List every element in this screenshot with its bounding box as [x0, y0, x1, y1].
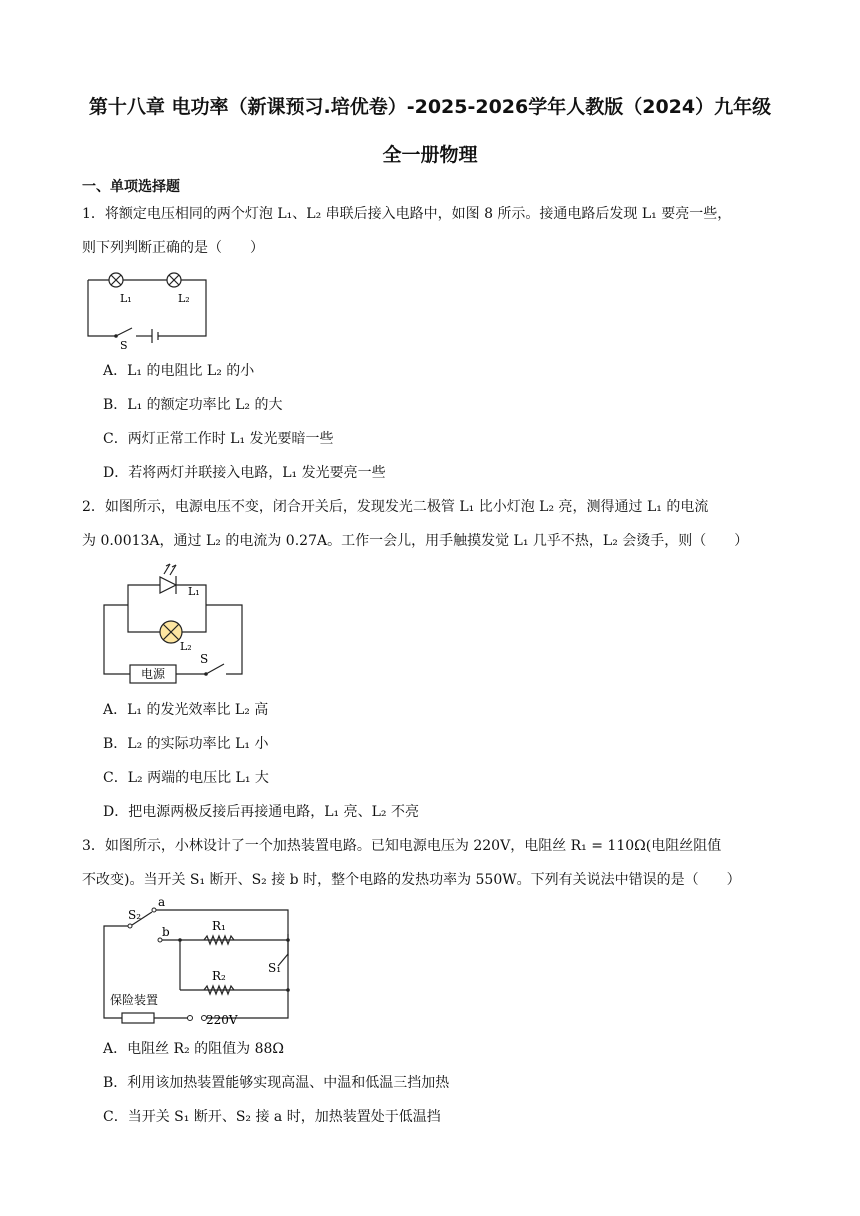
q3-label-r2: R₂	[212, 969, 226, 983]
q1-label-s: S	[120, 339, 128, 350]
q3-label-r1: R₁	[212, 919, 226, 933]
q1-option-d: D．若将两灯并联接入电路，L₁ 发光要亮一些	[103, 465, 386, 481]
q2-option-b: B．L₂ 的实际功率比 L₁ 小	[103, 736, 269, 752]
q3-label-a: a	[158, 896, 166, 909]
q3-label-s1: S₁	[268, 961, 282, 975]
q1-circuit-diagram	[86, 268, 210, 350]
q2-label-l2: L₂	[180, 640, 192, 653]
q3-option-b: B．利用该加热装置能够实现高温、中温和低温三挡加热	[103, 1075, 450, 1091]
q2-stem-line-2: 为 0.0013A，通过 L₂ 的电流为 0.27A。工作一会儿，用手触摸发觉 L₁ 几乎不热，L₂ 会烫手，则（ ）	[82, 533, 749, 549]
q1-label-l1: L₁	[120, 292, 132, 305]
q1-stem-line-1: 1．将额定电压相同的两个灯泡 L₁、L₂ 串联后接入电路中，如图 8 所示。接通电路后发现 L₁ 要亮一些，	[82, 206, 732, 222]
q3-label-voltage: 220V	[206, 1013, 238, 1027]
q3-option-a: A．电阻丝 R₂ 的阻值为 88Ω	[103, 1041, 285, 1057]
q3-label-b: b	[162, 925, 170, 939]
q1-option-a: A．L₁ 的电阻比 L₂ 的小	[103, 363, 255, 379]
q3-label-device: 保险装置	[110, 993, 159, 1007]
q1-option-b: B．L₁ 的额定功率比 L₂ 的大	[103, 397, 283, 413]
q3-protection-device	[122, 1013, 154, 1023]
q3-stem-line-1: 3．如图所示，小林设计了一个加热装置电路。已知电源电压为 220V，电阻丝 R₁ = 110Ω(电阻丝阻值	[82, 838, 722, 854]
q2-label-s: S	[200, 652, 209, 666]
section-heading: 一、单项选择题	[82, 179, 180, 195]
q2-label-l1: L₁	[188, 585, 200, 598]
q2-led-l1	[160, 564, 176, 594]
q1-lamp-l1	[109, 273, 123, 287]
q3-stem-line-2: 不改变)。当开关 S₁ 断开、S₂ 接 b 时，整个电路的发热功率为 550W。下列有关说法中错误的是（ ）	[82, 872, 741, 888]
q2-option-c: C．L₂ 两端的电压比 L₁ 大	[103, 770, 269, 786]
q3-circuit-diagram	[98, 896, 298, 1030]
q1-option-c: C．两灯正常工作时 L₁ 发光要暗一些	[103, 431, 334, 447]
q3-option-c: C．当开关 S₁ 断开、S₂ 接 a 时，加热装置处于低温挡	[103, 1109, 441, 1125]
q2-option-d: D．把电源两极反接后再接通电路，L₁ 亮、L₂ 不亮	[103, 804, 419, 820]
q2-option-a: A．L₁ 的发光效率比 L₂ 高	[103, 702, 269, 718]
q1-label-l2: L₂	[178, 292, 190, 305]
q2-circuit-diagram	[100, 558, 250, 688]
paper-title-line-2: 全一册物理	[382, 144, 478, 166]
q2-stem-line-1: 2．如图所示，电源电压不变，闭合开关后，发现发光二极管 L₁ 比小灯泡 L₂ 亮，测得通过 L₁ 的电流	[82, 499, 709, 515]
q2-lamp-l2	[160, 621, 182, 643]
q1-stem-line-2: 则下列判断正确的是（ ）	[82, 240, 264, 256]
q3-label-s2: S₂	[128, 908, 142, 922]
q2-label-source: 电源	[140, 667, 166, 681]
paper-title-line-1: 第十八章 电功率（新课预习.培优卷）-2025-2026学年人教版（2024）九年级	[88, 96, 772, 118]
q1-lamp-l2	[167, 273, 181, 287]
